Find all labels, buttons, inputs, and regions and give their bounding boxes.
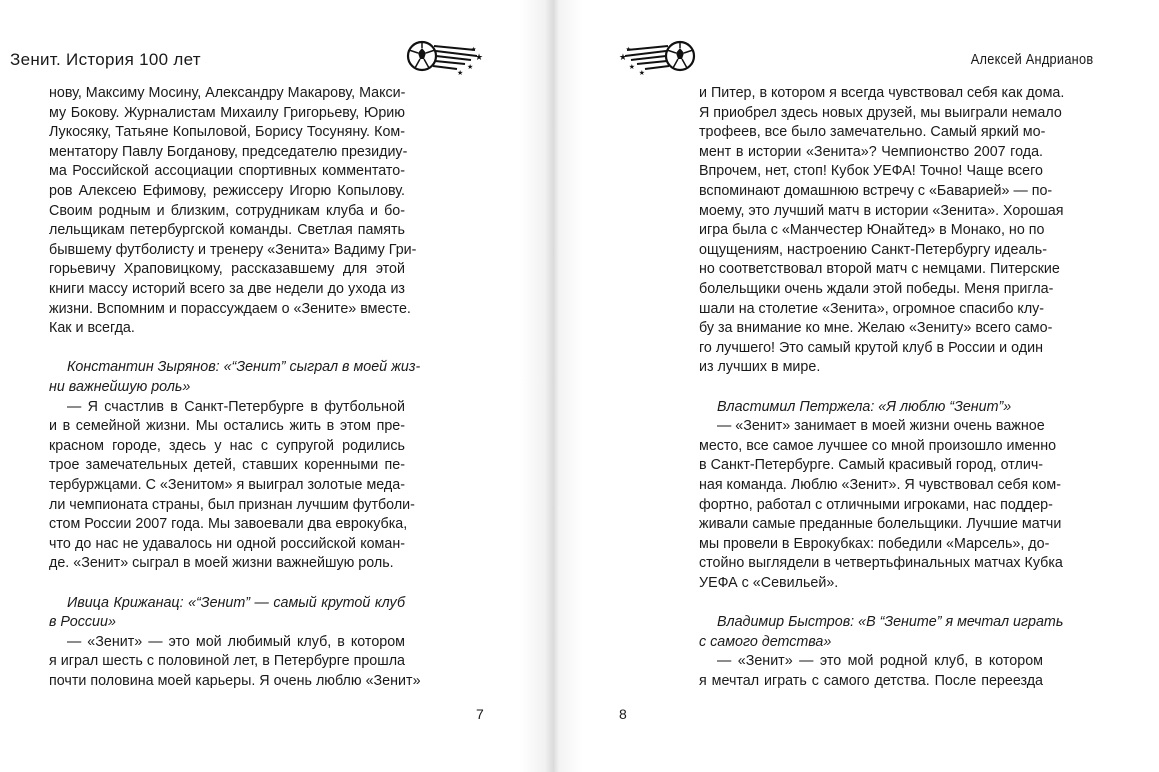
svg-text:★: ★ bbox=[471, 47, 477, 53]
body-text-line: ров Алексею Ефимову, режиссеру Игорю Копылову. bbox=[49, 183, 405, 199]
body-text-line: и в семейной жизни. Мы остались жить в этом пре- bbox=[49, 418, 405, 435]
body-text-line: из лучших в мире. bbox=[699, 359, 821, 376]
body-text-line: — «Зенит» — это мой родной клуб, в котором bbox=[717, 653, 1043, 670]
body-text-line: УЕФА с «Севильей». bbox=[699, 575, 839, 591]
running-head-book-title: Зенит. История 100 лет bbox=[10, 50, 201, 69]
interview-heading-line: Владимир Быстров: «В “Зените” я мечтал играть bbox=[717, 614, 1064, 631]
body-text-line: болельщики очень ждали этой победы. Меня пригла- bbox=[699, 281, 1054, 297]
body-text-line: шали на столетие «Зенита», огромное спасибо клу- bbox=[699, 300, 1045, 317]
interview-heading-line: Ивица Крижанац: «“Зенит” — самый крутой клуб bbox=[67, 594, 405, 611]
body-text-line: — «Зенит» занимает в моей жизни очень важное bbox=[717, 418, 1045, 435]
svg-text:★: ★ bbox=[475, 52, 484, 62]
interview-heading-line: Властимил Петржела: «Я люблю “Зенит”» bbox=[717, 398, 1012, 415]
soccer-ball-stars-icon bbox=[405, 38, 485, 78]
body-text-line: ная команда. Люблю «Зенит». Я чувствовал себя ком- bbox=[699, 477, 1061, 493]
body-text-line: лельщикам петербургской команды. Светлая память bbox=[49, 222, 405, 239]
body-text-line: вспоминают домашнюю встречу с «Баварией» — по- bbox=[699, 183, 1053, 199]
body-text-line: Лукосяку, Татьяне Копыловой, Борису Тосуняну. Ком- bbox=[49, 124, 405, 141]
body-text-line: красном городе, здесь у нас с супругой родились bbox=[49, 437, 405, 454]
body-text-line: — «Зенит» — это мой любимый клуб, в котором bbox=[67, 633, 405, 650]
body-text-line: Своим родным и близким, сотрудникам клуба и бо- bbox=[49, 202, 405, 219]
body-text-line: ма Российской ассоциации спортивных комментато- bbox=[49, 163, 405, 180]
body-text-line: место, все самое лучшее со мной произошло именно bbox=[699, 437, 1057, 454]
body-text-line: нову, Максиму Мосину, Александру Макарову, Макси- bbox=[49, 85, 406, 101]
interview-heading-line: ни важнейшую роль» bbox=[49, 379, 191, 395]
body-text-line: Как и всегда. bbox=[49, 320, 135, 337]
body-text-line: бу за внимание ко мне. Желаю «Зениту» всего само- bbox=[699, 320, 1053, 337]
body-text-line: жизни. Вспомним и порассуждаем о «Зените» вместе. bbox=[49, 300, 411, 317]
body-text-line: де. «Зенит» сыграл в моей жизни важнейшую роль. bbox=[49, 555, 394, 572]
body-text-line: ли чемпионата страны, был признан лучшим футболи- bbox=[49, 496, 415, 513]
body-text-line: мы провели в Еврокубках: победили «Марсель», до- bbox=[699, 535, 1050, 552]
body-text-line: горьевичу Храповицкому, рассказавшему для этой bbox=[49, 261, 405, 278]
svg-text:★: ★ bbox=[618, 52, 627, 62]
body-text-line: стойно выглядели в четвертьфинальных матчах Кубка bbox=[699, 555, 1063, 572]
left-page bbox=[0, 0, 553, 772]
right-page bbox=[553, 0, 1159, 772]
body-text-line: Впрочем, нет, стоп! Кубок УЕФА! Точно! Чаще всего bbox=[699, 163, 1043, 180]
body-text-line: игра была с «Манчестер Юнайтед» в Монако, но по bbox=[699, 222, 1045, 239]
body-text-line: стом России 2007 года. Мы завоевали два еврокубка, bbox=[49, 516, 408, 533]
interview-heading-line: Константин Зырянов: «“Зенит” сыграл в моей жиз- bbox=[67, 359, 421, 376]
body-text-line: я мечтал играть с самого детства. После переезда bbox=[699, 673, 1043, 689]
page-number: 8 bbox=[619, 706, 627, 722]
body-text-line: трое замечательных детей, ставших коренными пе- bbox=[49, 457, 405, 474]
body-text-line: — Я счастлив в Санкт-Петербурге в футбольной bbox=[67, 398, 405, 415]
body-text-line: живали самые преданные болельщики. Лучшие матчи bbox=[699, 516, 1062, 533]
soccer-ball-stars-icon bbox=[617, 38, 697, 78]
body-text-line: в Санкт-Петербурге. Самый красивый город, отлич- bbox=[699, 457, 1044, 474]
body-text-line: му Бокову. Журналистам Михаилу Григорьеву, Юрию bbox=[49, 104, 405, 121]
body-text-line: мент в истории «Зенита»? Чемпионство 2007 года. bbox=[699, 143, 1043, 160]
body-text-line: моему, это лучший матч в истории «Зенита». Хорошая bbox=[699, 202, 1064, 219]
svg-text:★: ★ bbox=[628, 64, 635, 71]
body-text-line: почти половина моей карьеры. Я очень люблю «Зенит» bbox=[49, 673, 421, 689]
body-text-line: го лучшего! Это самый крутой клуб в России и один bbox=[699, 339, 1043, 356]
body-text-line: Я приобрел здесь новых друзей, мы выиграли немало bbox=[699, 104, 1062, 121]
body-text-line: ощущениям, настроению Санкт-Петербургу идеаль- bbox=[699, 241, 1047, 258]
svg-text:★: ★ bbox=[467, 64, 474, 71]
svg-text:★: ★ bbox=[457, 70, 464, 77]
page-number: 7 bbox=[476, 706, 484, 722]
svg-text:★: ★ bbox=[625, 47, 631, 53]
body-text-line: трофеев, все было замечательно. Самый яркий мо- bbox=[699, 124, 1046, 141]
body-text-line: я играл шесть с половиной лет, в Петербурге прошла bbox=[49, 653, 405, 670]
body-text-line: и Питер, в котором я всегда чувствовал себя как дома. bbox=[699, 85, 1065, 101]
body-text-line: фортно, работал с отличными игроками, нас поддер- bbox=[699, 496, 1053, 513]
interview-heading-line: в России» bbox=[49, 614, 116, 631]
body-text-line: но соответствовал второй матч с немцами. Питерские bbox=[699, 261, 1060, 278]
body-text-line: ментатору Павлу Богданову, председателю президиу- bbox=[49, 143, 408, 160]
running-head-author: Алексей Андрианов bbox=[970, 52, 1093, 68]
svg-text:★: ★ bbox=[638, 70, 645, 77]
interview-heading-line: с самого детства» bbox=[699, 633, 832, 650]
body-text-line: бывшему футболисту и тренеру «Зенита» Вадиму Гри- bbox=[49, 241, 417, 258]
body-text-line: тербуржцами. С «Зенитом» я выиграл золотые меда- bbox=[49, 477, 405, 493]
body-text-line: книги массу историй всего за две недели до ухода из bbox=[49, 281, 405, 297]
body-text-line: что до нас не удавалось ни одной российской коман- bbox=[49, 535, 405, 552]
